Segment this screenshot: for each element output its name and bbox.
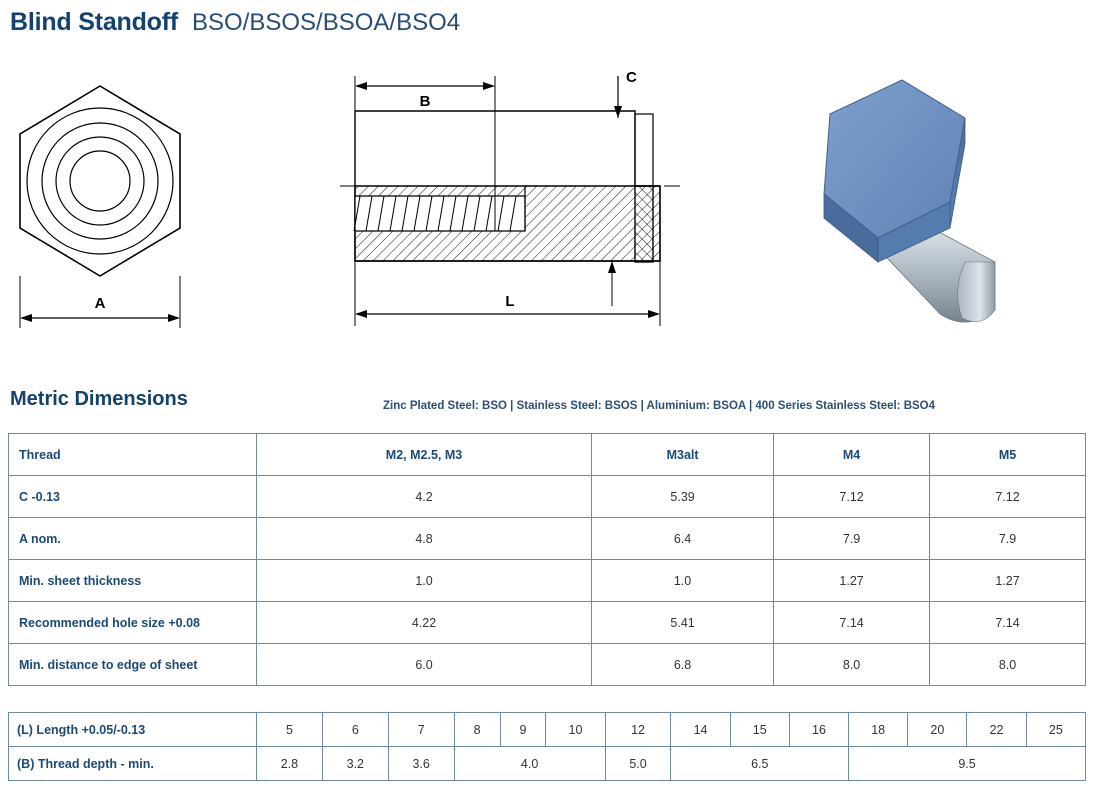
table-row <box>9 560 1086 602</box>
hex-end-view-drawing <box>0 56 230 356</box>
cell-length-8: 15 <box>730 713 789 747</box>
cell-depth-0: 2.8 <box>257 747 323 781</box>
table-row <box>9 644 1086 686</box>
cell-c-m3alt: 5.39 <box>592 476 774 518</box>
cell-length-6: 12 <box>605 713 671 747</box>
page-header <box>10 8 460 37</box>
table-row <box>9 602 1086 644</box>
row-label-recommended-hole-size: Recommended hole size +0.08 <box>9 602 257 644</box>
cell-length-0: 5 <box>257 713 323 747</box>
cell-length-3: 8 <box>454 713 500 747</box>
cell-edge-m3alt: 6.8 <box>592 644 774 686</box>
cell-hole-m5: 7.14 <box>930 602 1086 644</box>
metric-dimensions-table <box>8 433 1086 686</box>
cell-length-10: 18 <box>849 713 908 747</box>
cell-depth-5: 6.5 <box>671 747 849 781</box>
table-row <box>9 476 1086 518</box>
row-label-min-distance-edge: Min. distance to edge of sheet <box>9 644 257 686</box>
cell-thk-m3: 1.0 <box>257 560 592 602</box>
cell-length-11: 20 <box>908 713 967 747</box>
cell-depth-2: 3.6 <box>388 747 454 781</box>
cell-a-m3: 4.8 <box>257 518 592 560</box>
column-header-m2-m25-m3: M2, M2.5, M3 <box>257 434 592 476</box>
cell-a-m4: 7.9 <box>774 518 930 560</box>
isometric-render-image <box>790 66 1080 346</box>
cell-thk-m3alt: 1.0 <box>592 560 774 602</box>
cell-edge-m5: 8.0 <box>930 644 1086 686</box>
cell-hole-m3: 4.22 <box>257 602 592 644</box>
drawing-area <box>0 46 1094 376</box>
cell-depth-3: 4.0 <box>454 747 605 781</box>
cell-hole-m4: 7.14 <box>774 602 930 644</box>
part-numbers-subtitle: BSO/BSOS/BSOA/BSO4 <box>192 9 461 36</box>
cell-depth-4: 5.0 <box>605 747 671 781</box>
cell-length-1: 6 <box>322 713 388 747</box>
cell-length-4: 9 <box>500 713 546 747</box>
cell-length-12: 22 <box>967 713 1026 747</box>
hex-dimension-a-label: A <box>94 295 106 312</box>
cell-length-2: 7 <box>388 713 454 747</box>
cell-thk-m5: 1.27 <box>930 560 1086 602</box>
dimension-b-label: B <box>419 93 431 110</box>
section-view-drawing <box>330 56 730 356</box>
table-row-depths <box>9 747 1086 781</box>
cell-edge-m3: 6.0 <box>257 644 592 686</box>
dimension-c-label: C <box>626 69 637 86</box>
cell-thk-m4: 1.27 <box>774 560 930 602</box>
page-title: Blind Standoff <box>10 8 179 36</box>
length-thread-depth-table <box>8 712 1086 781</box>
row-label-min-sheet-thickness: Min. sheet thickness <box>9 560 257 602</box>
table-row-lengths <box>9 713 1086 747</box>
table-row <box>9 518 1086 560</box>
cell-a-m5: 7.9 <box>930 518 1086 560</box>
cell-length-9: 16 <box>789 713 848 747</box>
column-header-thread: Thread <box>9 434 257 476</box>
cell-length-7: 14 <box>671 713 730 747</box>
column-header-m3alt: M3alt <box>592 434 774 476</box>
cell-depth-1: 3.2 <box>322 747 388 781</box>
cell-length-13: 25 <box>1026 713 1085 747</box>
row-label-c: C -0.13 <box>9 476 257 518</box>
row-label-length: (L) Length +0.05/-0.13 <box>9 713 257 747</box>
column-header-m5: M5 <box>930 434 1086 476</box>
cell-a-m3alt: 6.4 <box>592 518 774 560</box>
metric-dimensions-heading: Metric Dimensions <box>10 388 188 410</box>
cell-length-5: 10 <box>546 713 605 747</box>
cell-hole-m3alt: 5.41 <box>592 602 774 644</box>
row-label-a-nom: A nom. <box>9 518 257 560</box>
column-header-m4: M4 <box>774 434 930 476</box>
cell-edge-m4: 8.0 <box>774 644 930 686</box>
cell-c-m4: 7.12 <box>774 476 930 518</box>
table-header-row <box>9 434 1086 476</box>
materials-note: Zinc Plated Steel: BSO | Stainless Steel: BSOS | Aluminium: BSOA | 400 Series Stainless Steel: BSO4 <box>383 400 936 412</box>
row-label-thread-depth: (B) Thread depth - min. <box>9 747 257 781</box>
cell-c-m5: 7.12 <box>930 476 1086 518</box>
cell-depth-6: 9.5 <box>849 747 1086 781</box>
dimension-l-label: L <box>505 293 515 310</box>
cell-c-m3: 4.2 <box>257 476 592 518</box>
